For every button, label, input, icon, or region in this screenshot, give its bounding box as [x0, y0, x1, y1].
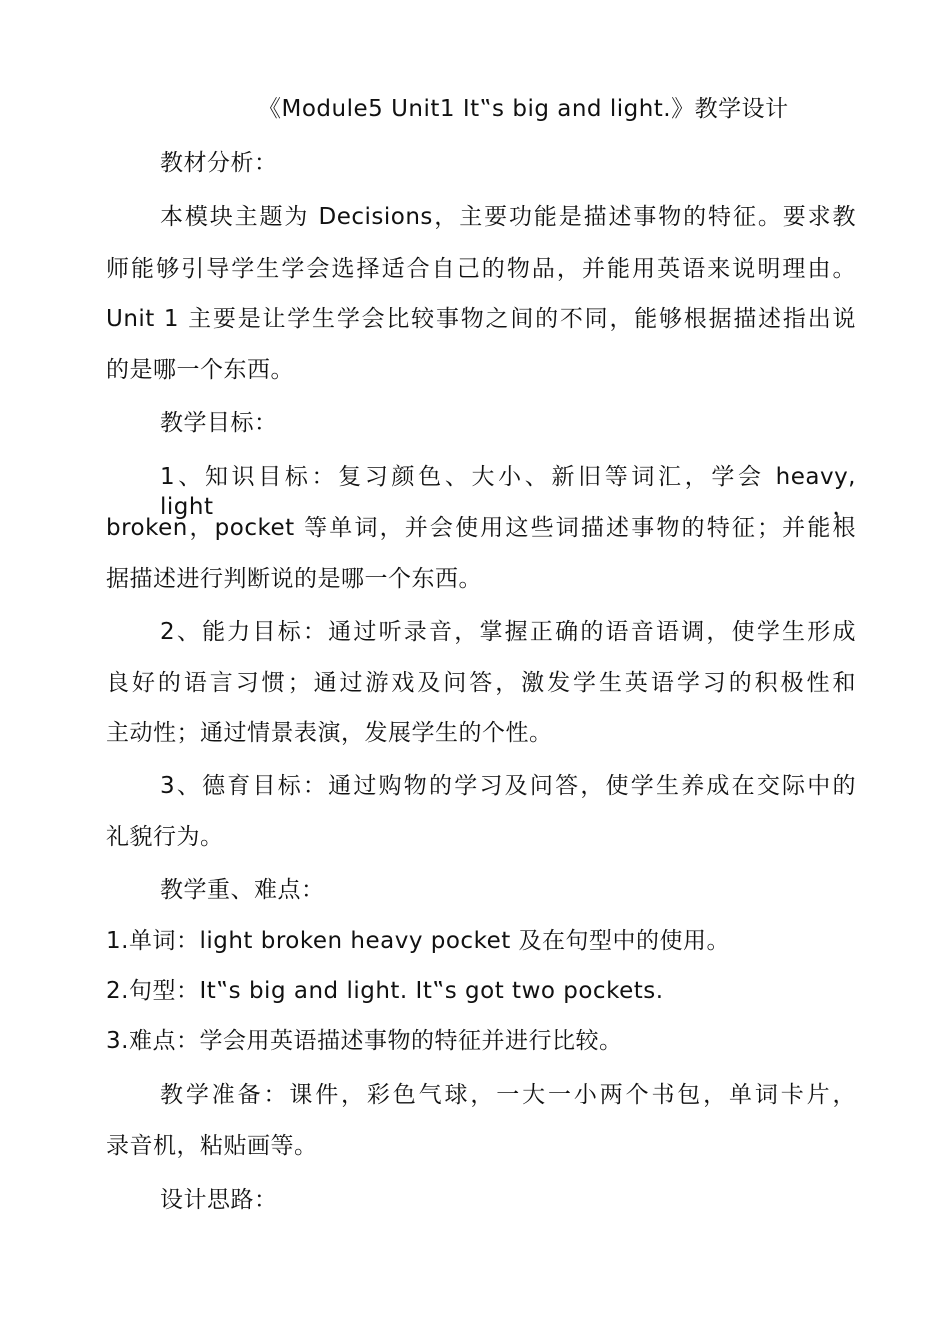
goal2-line-1: 2、能力目标：通过听录音，掌握正确的语音语调，使学生形成	[160, 619, 856, 645]
analysis-line-3: Unit 1 主要是让学生学会比较事物之间的不同，能够根据描述指出说	[106, 306, 856, 332]
goal2-line-3: 主动性；通过情景表演，发展学生的个性。	[106, 720, 553, 746]
keypoints-heading: 教学重、难点：	[160, 877, 325, 903]
goals-heading: 教学目标：	[160, 410, 278, 436]
goal3-line-2: 礼貌行为。	[106, 824, 224, 850]
analysis-line-2: 师能够引导学生学会选择适合自己的物品，并能用英语来说明理由。	[106, 256, 856, 282]
goal1-line-3: 据描述进行判断说的是哪一个东西。	[106, 566, 482, 592]
goal2-line-2: 良好的语言习惯；通过游戏及问答，激发学生英语学习的积极性和	[106, 670, 856, 696]
document-title: 《Module5 Unit1 It‟s big and light.》教学设计	[258, 96, 789, 122]
analysis-line-4: 的是哪一个东西。	[106, 357, 294, 383]
analysis-line-1: 本模块主题为 Decisions，主要功能是描述事物的特征。要求教	[160, 204, 856, 230]
prep-line-2: 录音机，粘贴画等。	[106, 1133, 318, 1159]
keypoint-3: 3.难点：学会用英语描述事物的特征并进行比较。	[106, 1028, 623, 1054]
analysis-heading: 教材分析：	[160, 150, 278, 176]
goal1-line-2: broken，pocket 等单词，并会使用这些词描述事物的特征；并能根	[106, 515, 856, 541]
design-heading: 设计思路：	[160, 1187, 278, 1213]
goal1-line-1: 1、知识目标：复习颜色、大小、新旧等词汇，学会 heavy, light，	[160, 464, 856, 520]
prep-line-1: 教学准备：课件，彩色气球，一大一小两个书包，单词卡片，	[160, 1082, 856, 1108]
goal3-line-1: 3、德育目标：通过购物的学习及问答，使学生养成在交际中的	[160, 773, 856, 799]
keypoint-1: 1.单词：light broken heavy pocket 及在句型中的使用。	[106, 928, 731, 954]
keypoint-2: 2.句型：It‟s big and light. It‟s got two pockets.	[106, 978, 664, 1004]
